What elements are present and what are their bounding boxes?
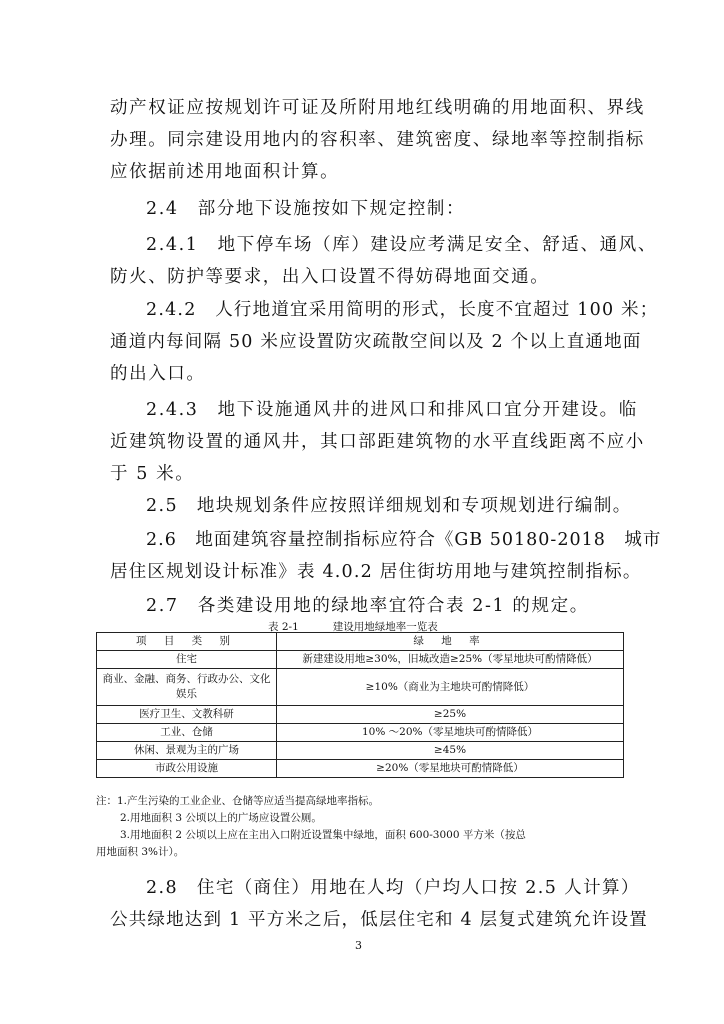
cell-rate: 10% ～20%（零星地块可酌情降低） — [277, 724, 624, 742]
cell-rate: ≥20%（零星地块可酌情降低） — [277, 760, 624, 778]
table-notes — [96, 793, 628, 861]
table-row — [97, 742, 624, 760]
section-2-8-cont: 公共绿地达到 1 平方米之后，低层住宅和 4 层复式建筑允许设置 — [110, 910, 648, 930]
table-row — [97, 724, 624, 742]
section-2-4-3-cont: 近建筑物设置的通风井，其口部距建筑物的水平直线距离不应小 — [110, 432, 645, 452]
note-3-cont: 用地面积 3%计）。 — [96, 846, 185, 858]
section-2-4-3: 2.4.3 地下设施通风井的进风口和排风口宜分开建设。临 — [146, 400, 638, 420]
paragraph-line: 应依据前述用地面积计算。 — [110, 162, 340, 182]
cell-category: 住宅 — [97, 651, 277, 669]
table-row — [97, 706, 624, 724]
cell-rate: ≥45% — [277, 742, 624, 760]
section-2-4-1: 2.4.1 地下停车场（库）建设应考满足安全、舒适、通风、 — [146, 235, 657, 255]
note-3: 3.用地面积 2 公顷以上应在主出入口附近设置集中绿地，面积 600-3000 平方米（按总 — [120, 829, 526, 841]
cell-category: 医疗卫生、文教科研 — [97, 706, 277, 724]
note-2: 2.用地面积 3 公顷以上的广场应设置公厕。 — [120, 812, 322, 824]
cell-rate: ≥10%（商业为主地块可酌情降低） — [277, 669, 624, 706]
cell-category: 工业、仓储 — [97, 724, 277, 742]
section-2-7: 2.7 各类建设用地的绿地率宜符合表 2-1 的规定。 — [146, 596, 589, 616]
cell-rate: 新建建设用地≥30%，旧城改造≥25%（零星地块可酌情降低） — [277, 651, 624, 669]
paragraph-line: 办理。同宗建设用地内的容积率、建筑密度、绿地率等控制指标 — [110, 130, 645, 150]
section-2-4-2-cont: 通道内每间隔 50 米应设置防灾疏散空间以及 2 个以上直通地面 — [110, 332, 642, 352]
header-rate: 绿 地 率 — [277, 633, 624, 651]
table-row — [97, 669, 624, 706]
section-2-6: 2.6 地面建筑容量控制指标应符合《GB 50180-2018 城市 — [146, 530, 662, 550]
table-caption-number: 表 2-1 — [268, 621, 299, 633]
section-2-4-1-cont: 防火、防护等要求，出入口设置不得妨碍地面交通。 — [110, 267, 550, 287]
section-2-4-heading: 2.4 部分地下设施按如下规定控制： — [146, 199, 466, 219]
note-1: 注：1.产生污染的工业企业、仓储等应适当提高绿地率指标。 — [96, 795, 380, 807]
section-2-5: 2.5 地块规划条件应按照详细规划和专项规划进行编制。 — [146, 496, 632, 516]
table-row — [97, 651, 624, 669]
section-2-4-2-cont: 的出入口。 — [110, 364, 206, 384]
paragraph-line: 动产权证应按规划许可证及所附用地红线明确的用地面积、界线 — [110, 98, 645, 118]
table-header-row — [97, 633, 624, 651]
cell-category: 市政公用设施 — [97, 760, 277, 778]
section-2-4-3-cont: 于 5 米。 — [110, 464, 195, 484]
section-2-4-2: 2.4.2 人行地道宜采用简明的形式，长度不宜超过 100 米； — [146, 300, 659, 320]
cell-rate: ≥25% — [277, 706, 624, 724]
table-caption-title: 建设用地绿地率一览表 — [332, 621, 438, 633]
cell-category: 商业、金融、商务、行政办公、文化娱乐 — [97, 669, 277, 706]
section-2-6-cont: 居住区规划设计标准》表 4.0.2 居住街坊用地与建筑控制指标。 — [110, 562, 642, 582]
table-row — [97, 760, 624, 778]
page-number: 3 — [355, 939, 362, 952]
cell-category: 休闲、景观为主的广场 — [97, 742, 277, 760]
header-category: 项 目 类 别 — [97, 633, 277, 651]
green-ratio-table — [96, 632, 624, 778]
section-2-8: 2.8 住宅（商住）用地在人均（户均人口按 2.5 人计算） — [146, 878, 640, 898]
